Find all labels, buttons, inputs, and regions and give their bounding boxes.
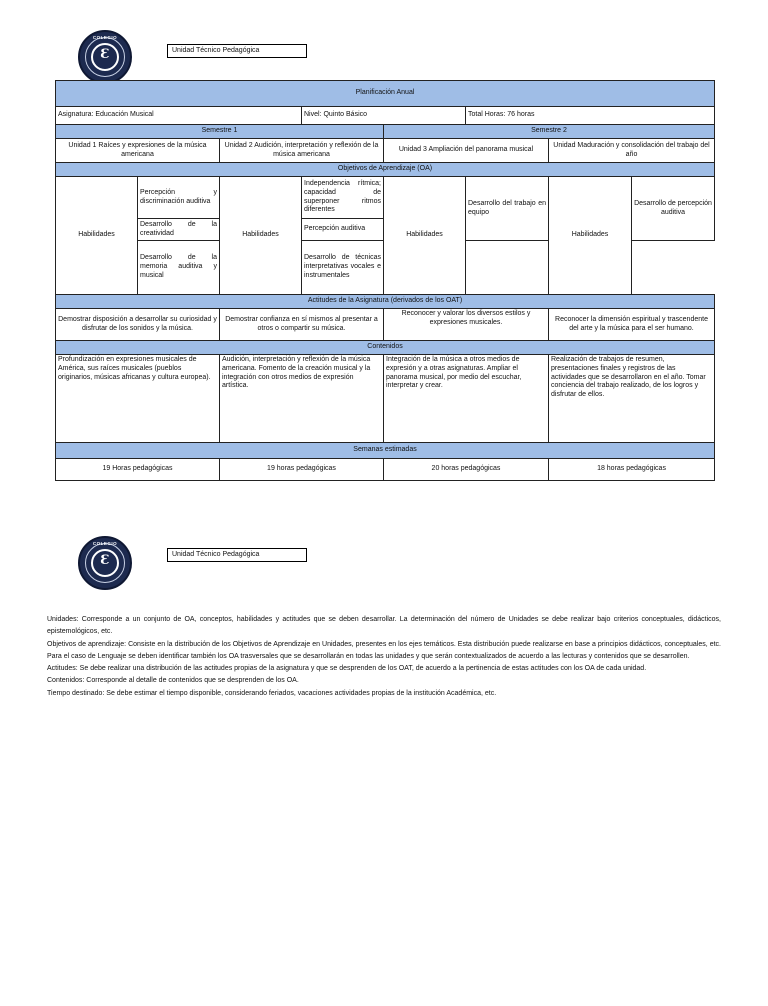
weeks-cell: 19 Horas pedagógicas xyxy=(56,459,220,481)
attitude-cell: Demostrar confianza en sí mismos al presentar a otros o compartir su música. xyxy=(220,309,384,341)
weeks-cell: 20 horas pedagógicas xyxy=(384,459,549,481)
content-cell: Profundización en expresiones musicales de América, sus raíces musicales (pueblos originarios, músicas africanas y cultura europea). xyxy=(56,355,220,443)
plan-title: Planificación Anual xyxy=(56,81,715,107)
attitude-cell: Reconocer la dimensión espiritual y trascendente del arte y la música para el ser humano. xyxy=(549,309,715,341)
note-paragraph: Actitudes: Se debe realizar una distribución de las actitudes propias de la asignatura y que se desprenden de los OAT, de acuerdo a la pertinencia de estas actitudes con los OA de cada unidad. xyxy=(47,665,647,672)
content-cell: Audición, interpretación y reflexión de la música americana. Fomento de la creación musical y la integración con otros medios de expresión artística. xyxy=(220,355,384,443)
content-cell: Integración de la música a otros medios de expresión y a otras asignaturas. Ampliar el panorama musical, por medio del escuchar, interpretar y crear. xyxy=(384,355,549,443)
u1-skills-label: Habilidades xyxy=(56,177,138,295)
semester-2-header: Semestre 2 xyxy=(384,125,715,139)
note-paragraph: Contenidos: Corresponde al detalle de contenidos que se desprenden de los OA. xyxy=(47,677,299,685)
attitude-cell: Reconocer y valorar los diversos estilos y expresiones musicales. xyxy=(384,309,549,341)
unit-label-box: Unidad Técnico Pedagógica xyxy=(167,548,307,562)
u1-skill: Desarrollo de la memoria auditiva y musical xyxy=(138,241,220,295)
annual-plan-table xyxy=(55,80,715,481)
school-logo: COLEGIO Ɛ xyxy=(78,30,132,84)
content-cell: Realización de trabajos de resumen, presentaciones finales y registros de las actividades que se desarrollaron en el año. Tomar conciencia del trabajo realizado, de los logros y disfrutar de ellos. xyxy=(549,355,715,443)
u4-skills-label: Habilidades xyxy=(549,177,632,295)
u3-skill: Desarrollo del trabajo en equipo xyxy=(466,177,549,241)
note-paragraph: Tiempo destinado: Se debe estimar el tiempo disponible, considerando feriados, vacaciones actividades propias de la institución Académica, etc. xyxy=(47,689,497,697)
u4-skill: Desarrollo de percepción auditiva xyxy=(632,177,715,241)
attitudes-header: Actitudes de la Asignatura (derivados de los OAT) xyxy=(56,295,715,309)
u2-skill: Independencia rítmica; capacidad de superponer ritmos diferentes xyxy=(302,177,384,219)
unit-4-title: Unidad Maduración y consolidación del trabajo del año xyxy=(549,139,715,163)
weeks-cell: 19 horas pedagógicas xyxy=(220,459,384,481)
semester-1-header: Semestre 1 xyxy=(56,125,384,139)
u2-skill: Percepción auditiva xyxy=(302,219,384,241)
unit-1-title: Unidad 1 Raíces y expresiones de la música americana xyxy=(56,139,220,163)
definitions-notes xyxy=(47,614,721,700)
attitude-cell: Demostrar disposición a desarrollar su curiosidad y disfrutar de los sonidos y la música. xyxy=(56,309,220,341)
oa-header: Objetivos de Aprendizaje (OA) xyxy=(56,163,715,177)
unit-3-title: Unidad 3 Ampliación del panorama musical xyxy=(384,139,549,163)
weeks-cell: 18 horas pedagógicas xyxy=(549,459,715,481)
u1-skill: Percepción y discriminación auditiva xyxy=(138,177,220,219)
u3-skills-label: Habilidades xyxy=(384,177,466,295)
contents-header: Contenidos xyxy=(56,341,715,355)
note-paragraph: Objetivos de aprendizaje: Consiste en la distribución de los Objetivos de Aprendizaje en Unidades, presentes en los ejes temáticos. Esta distribución puede realizarse en base a principios didácticos, conceptuales, etc. Para el caso de Lenguaje se deben identificar también los OA trasversales que se desarrollarán en todas las unidades y que serán contextualizados de acuerdo a las lecturas y contenidos que se desarrollen. xyxy=(47,640,721,660)
subject-cell: Asignatura: Educación Musical xyxy=(56,107,302,125)
level-cell: Nivel: Quinto Básico xyxy=(302,107,466,125)
unit-label-box: Unidad Técnico Pedagógica xyxy=(167,44,307,58)
u2-skill: Desarrollo de técnicas interpretativas vocales e instrumentales xyxy=(302,241,384,295)
school-logo: COLEGIO Ɛ xyxy=(78,536,132,590)
weeks-header: Semanas estimadas xyxy=(56,443,715,459)
u2-skills-label: Habilidades xyxy=(220,177,302,295)
u1-skill: Desarrollo de la creatividad xyxy=(138,219,220,241)
unit-2-title: Unidad 2 Audición, interpretación y reflexión de la música americana xyxy=(220,139,384,163)
note-paragraph: Unidades: Corresponde a un conjunto de OA, conceptos, habilidades y actitudes que se deben desarrollar. La determinación del número de Unidades se debe realizar bajo criterios conceptuales, didácticos, epistemológicos, etc. xyxy=(47,616,721,636)
total-hours-cell: Total Horas: 76 horas xyxy=(466,107,715,125)
